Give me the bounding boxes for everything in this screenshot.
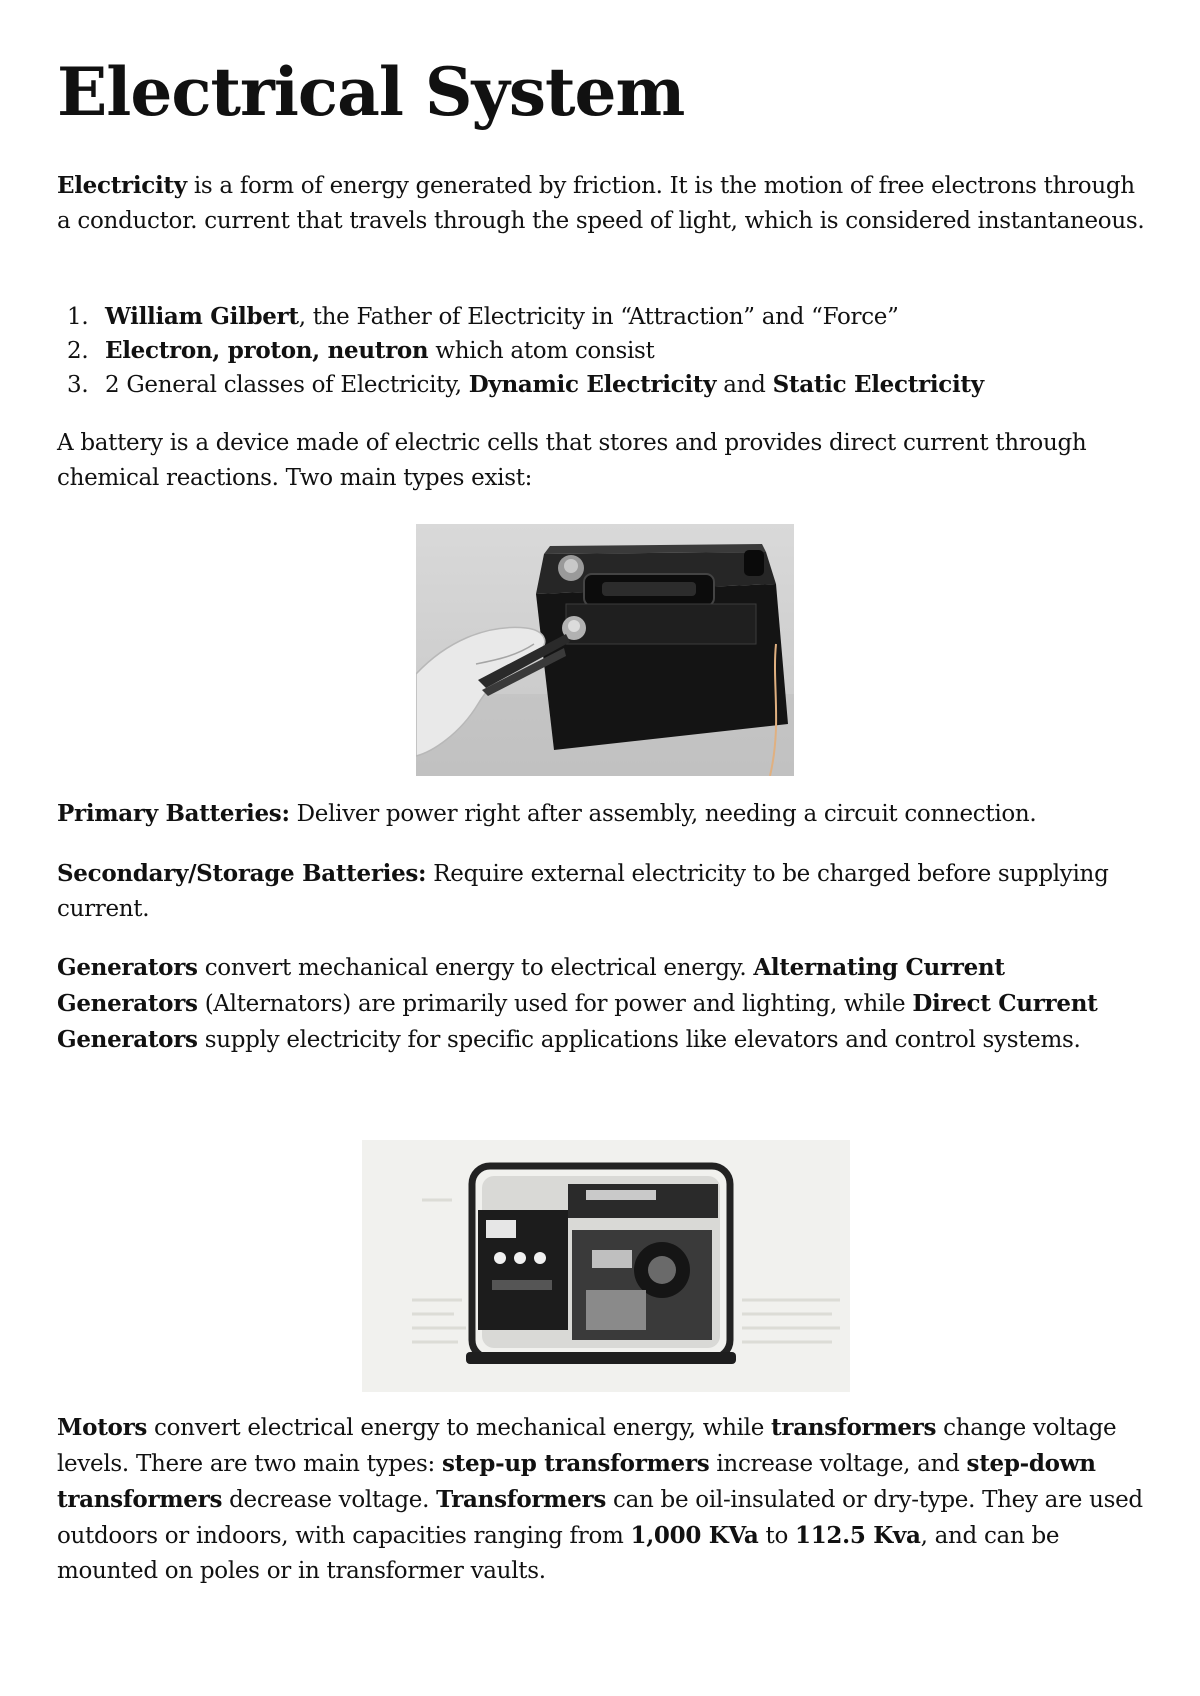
- list-item-text: and: [716, 372, 773, 398]
- generators-text: supply electricity for specific applications like elevators and control systems.: [197, 1027, 1081, 1053]
- motors-text: convert electrical energy to mechanical energy, while: [147, 1415, 772, 1441]
- battery-illustration: [416, 524, 794, 776]
- ac-generators-bold: Alternating Current Generators: [57, 954, 1005, 1017]
- battery-intro-paragraph: A battery is a device made of electric cells that stores and provides direct current through chemical reactions. Two main types exist:: [57, 430, 1087, 491]
- list-number: 3.: [67, 372, 89, 398]
- primary-batteries-text: Deliver power right after assembly, needing a circuit connection.: [289, 801, 1037, 827]
- motors-text: , and can be mounted on poles or in transformer vaults.: [57, 1523, 1060, 1584]
- secondary-batteries-paragraph: [57, 856, 1147, 927]
- facts-list: [57, 300, 1147, 402]
- list-item: [57, 334, 1147, 368]
- generators-bold: Generators: [57, 954, 198, 981]
- motors-bold: Motors: [57, 1414, 148, 1441]
- list-item-bold: Dynamic Electricity: [468, 371, 717, 398]
- motors-text: can be oil-insulated or dry-type. They are used outdoors or indoors, with capacities ranging from: [57, 1487, 1143, 1549]
- intro-bold-lead: Electricity: [57, 172, 187, 199]
- generator-illustration: [362, 1140, 850, 1392]
- intro-text: is a form of energy generated by friction. It is the motion of free electrons through a conductor. current that travels through the speed of light, which is considered instantaneous.: [57, 173, 1145, 234]
- capacity-low-bold: 112.5 Kva: [795, 1522, 921, 1549]
- generators-text: (Alternators) are primarily used for power and lighting, while: [197, 991, 913, 1017]
- list-number: 2.: [67, 338, 89, 364]
- step-down-bold: step-down transformers: [57, 1450, 1096, 1513]
- list-number: 1.: [67, 304, 89, 330]
- battery-photo: [416, 524, 794, 776]
- primary-batteries-paragraph: [57, 796, 1147, 832]
- motors-text: to: [758, 1523, 795, 1549]
- primary-batteries-label: Primary Batteries:: [57, 800, 290, 827]
- secondary-batteries-label: Secondary/Storage Batteries:: [57, 860, 427, 887]
- list-item-text: , the Father of Electricity in “Attraction” and “Force”: [298, 304, 899, 330]
- generator-photo: [362, 1140, 850, 1392]
- intro-paragraph: [57, 168, 1147, 239]
- generators-paragraph: [57, 950, 1147, 1058]
- generators-text: convert mechanical energy to electrical energy.: [197, 955, 754, 981]
- list-item-bold: Static Electricity: [772, 371, 984, 398]
- motors-text: decrease voltage.: [222, 1487, 437, 1513]
- list-item-text: which atom consist: [428, 338, 655, 364]
- secondary-batteries-text: Require external electricity to be charged before supplying current.: [57, 861, 1109, 922]
- capacity-high-bold: 1,000 KVa: [630, 1522, 759, 1549]
- motors-text: change voltage levels. There are two main types:: [57, 1415, 1117, 1477]
- page-title: Electrical System: [57, 53, 685, 131]
- list-item-text: 2 General classes of Electricity,: [105, 372, 469, 398]
- transformers-bold-2: Transformers: [436, 1486, 607, 1513]
- list-item: [57, 368, 1147, 402]
- list-item-bold: Electron, proton, neutron: [105, 337, 429, 364]
- motors-paragraph: [57, 1410, 1147, 1589]
- list-item: [57, 300, 1147, 334]
- motors-text: increase voltage, and: [709, 1451, 967, 1477]
- step-up-bold: step-up transformers: [442, 1450, 710, 1477]
- dc-generators-bold: Direct Current Generators: [57, 990, 1098, 1053]
- list-item-bold: William Gilbert: [105, 303, 299, 330]
- transformers-bold: transformers: [771, 1414, 937, 1441]
